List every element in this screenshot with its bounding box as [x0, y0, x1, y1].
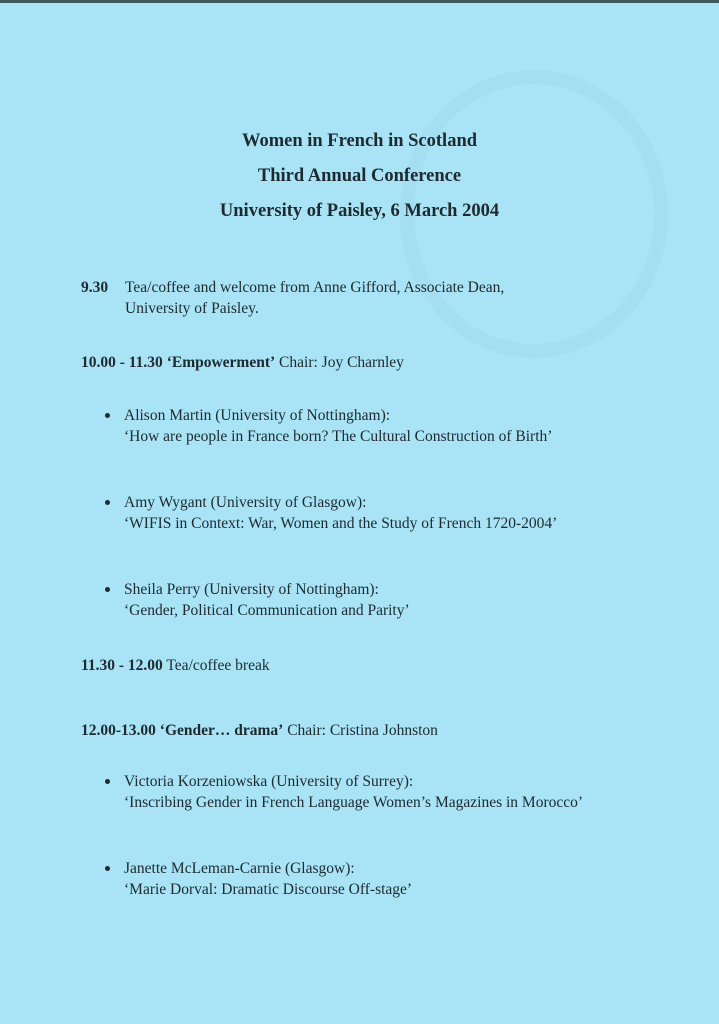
conference-heading: [0, 124, 719, 229]
bullet-icon: [105, 587, 110, 592]
session-empowerment-chair: Chair: Joy Charnley: [279, 354, 404, 371]
paper-item: [105, 492, 624, 534]
session-empowerment-title: ‘Empowerment’: [166, 354, 276, 371]
paper-item: [105, 405, 624, 447]
programme-item-welcome: [81, 277, 611, 319]
session-empowerment-heading: [81, 352, 611, 373]
session-gender-drama-title: ‘Gender… drama’: [159, 722, 284, 739]
scan-top-edge: [0, 0, 719, 3]
break-text: Tea/coffee break: [166, 657, 270, 674]
paper-title: ‘Gender, Political Communication and Parity’: [124, 602, 410, 619]
paper-title: ‘WIFIS in Context: War, Women and the Study of French 1720-2004’: [124, 515, 558, 532]
session-empowerment-time: 10.00 - 11.30: [81, 354, 163, 371]
paper-speaker: Victoria Korzeniowska (University of Surrey):: [124, 773, 414, 790]
bullet-icon: [105, 413, 110, 418]
bullet-icon: [105, 866, 110, 871]
bullet-icon: [105, 500, 110, 505]
session-gender-drama-chair: Chair: Cristina Johnston: [287, 722, 438, 739]
paper-item: [105, 579, 624, 621]
heading-organisation: Women in French in Scotland: [241, 131, 478, 151]
break-time: 11.30 - 12.00: [81, 657, 163, 674]
paper-item: [105, 858, 624, 900]
paper-speaker: Janette McLeman-Carnie (Glasgow):: [124, 860, 355, 877]
session-gender-drama-heading: [81, 720, 611, 741]
paper-speaker: Sheila Perry (University of Nottingham):: [124, 581, 379, 598]
session-gender-drama-time: 12.00-13.00: [81, 722, 156, 739]
welcome-text-line2: University of Paisley.: [125, 300, 259, 317]
heading-venue-date: University of Paisley, 6 March 2004: [219, 201, 500, 221]
paper-speaker: Alison Martin (University of Nottingham):: [124, 407, 391, 424]
welcome-text: [125, 277, 504, 319]
paper-title: ‘Inscribing Gender in French Language Women’s Magazines in Morocco’: [124, 794, 584, 811]
welcome-time: 9.30: [81, 279, 109, 296]
heading-conference: Third Annual Conference: [257, 166, 462, 186]
paper-speaker: Amy Wygant (University of Glasgow):: [124, 494, 367, 511]
paper-item: [105, 771, 624, 813]
bullet-icon: [105, 779, 110, 784]
welcome-text-line1: Tea/coffee and welcome from Anne Gifford, Associate Dean,: [125, 279, 505, 296]
programme-item-break: [81, 655, 611, 676]
paper-title: ‘How are people in France born? The Cultural Construction of Birth’: [124, 428, 553, 445]
paper-title: ‘Marie Dorval: Dramatic Discourse Off-stage’: [124, 881, 413, 898]
